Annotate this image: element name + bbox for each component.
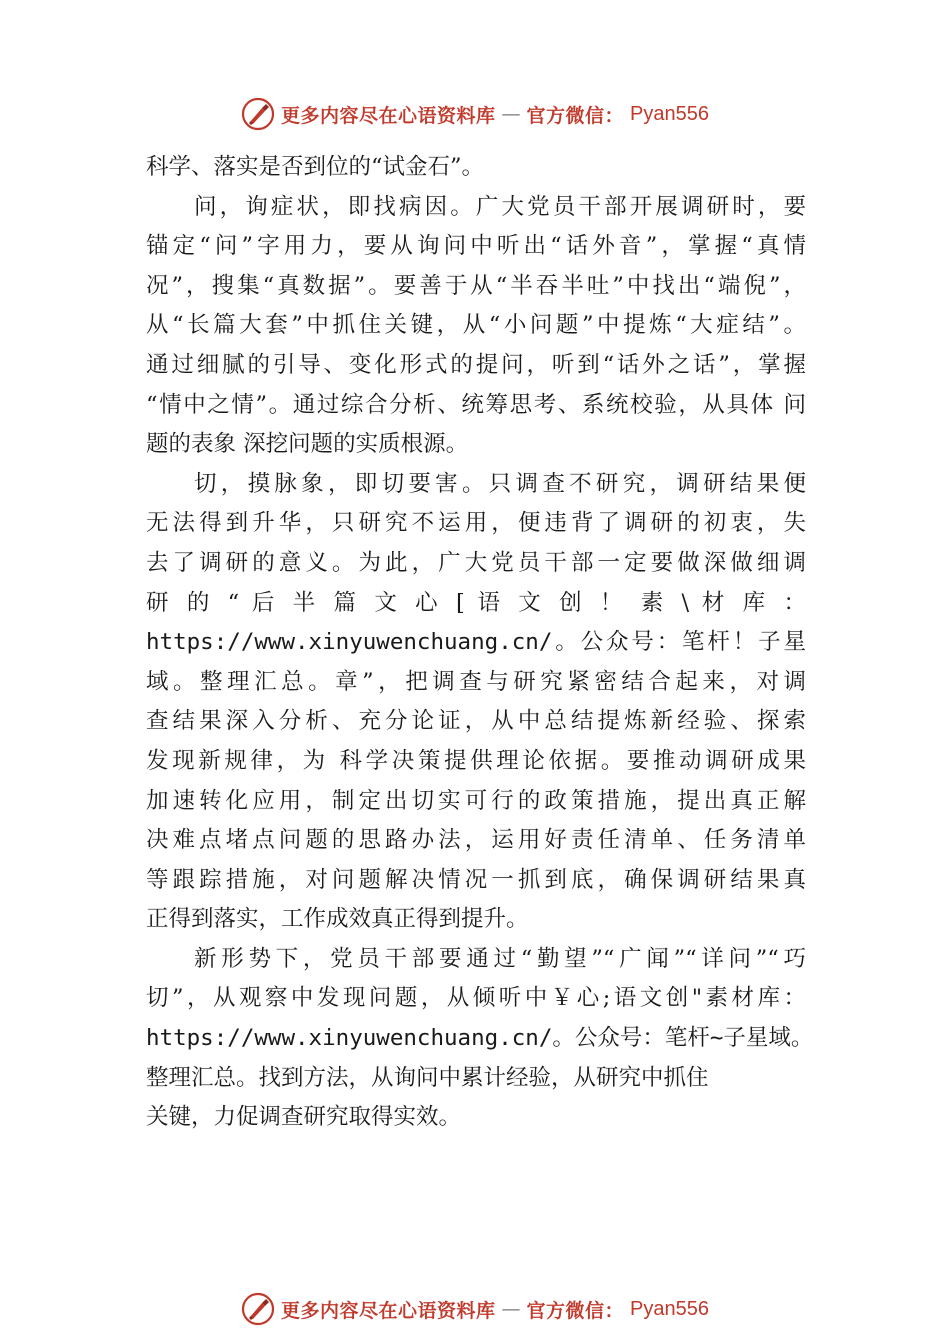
header-separator: — [501,103,521,125]
body-line-18: 决难点堵点问题的思路办法，运用好责任清单、任务清单 [146,827,806,854]
body-line-4: 况”，搜集“真数据”。要善于从“半吞半吐”中找出“端倪”， [146,272,806,299]
body-line-5: 从“长篇大套”中抓住关键，从“小问题”中提炼“大症结”。 [146,312,806,339]
body-line-16: 发现新规律，为 科学决策提供理论依据。要推动调研成果 [146,747,806,774]
body-line-13: https://www.xinyuwenchuang.cn/。公众号：笔杆！子星 [146,629,806,656]
footer-wechat-label: 官方微信： [526,1299,625,1322]
document-body [146,148,814,1138]
body-line-20: 正得到落实，工作成效真正得到提升。 [146,906,529,933]
pen-logo-icon [241,1292,275,1326]
header-wechat-id: Pyan556 [630,102,709,125]
header-banner [0,94,950,134]
header-wechat-label: 官方微信： [526,104,625,127]
body-line-15: 查结果深入分析、充分论证，从中总结提炼新经验、探索 [146,708,806,735]
pen-logo-icon [241,97,275,131]
body-line-6: 通过细腻的引导、变化形式的提问，听到“话外之话”，掌握 [146,351,806,378]
body-line-14: 域。整理汇总。章”，把调查与研究紧密结合起来，对调 [146,668,806,695]
body-line-22: 切”，从观察中发现问题，从倾听中￥心;语文创"素材库： [146,985,806,1012]
body-line-21: 新形势下，党员干部要通过“勤望”“广闻”“详问”“巧 [194,945,806,972]
body-line-9: 切，摸脉象，即切要害。只调查不研究，调研结果便 [194,470,806,497]
footer-banner [0,1289,950,1329]
body-line-23: https://www.xinyuwenchuang.cn/。公众号：笔杆~子星域。 [146,1025,814,1052]
body-line-3: 锚定“问”字用力，要从询问中听出“话外音”，掌握“真情 [146,233,806,260]
footer-banner-text: 更多内容尽在心语资料库 [281,1299,496,1322]
body-line-2: 问，询症状，即找病因。广大党员干部开展调研时，要 [194,193,806,220]
body-line-1: 科学、落实是否到位的“试金石”。 [146,154,485,180]
body-line-25: 关键，力促调查研究取得实效。 [146,1104,462,1131]
body-line-19: 等跟踪措施，对问题解决情况一抓到底，确保调研结果真 [146,866,806,893]
footer-separator: — [501,1298,521,1320]
body-line-12: 研 的 “ 后 半 篇 文 心 [ 语 文 创 ！ 素 \ 材 库 ： [146,589,806,616]
body-line-8: 题的表象 深挖问题的实质根源。 [146,431,469,458]
body-line-17: 加速转化应用，制定出切实可行的政策措施，提出真正解 [146,787,806,814]
header-banner-text: 更多内容尽在心语资料库 [281,104,496,127]
body-line-10: 无法得到升华，只研究不运用，便违背了调研的初衷，失 [146,510,806,537]
body-line-24: 整理汇总。找到方法，从询问中累计经验，从研究中抓住 [146,1064,709,1091]
body-line-7: “情中之情”。通过综合分析、统筹思考、系统校验，从具体 问 [146,391,806,418]
body-line-11: 去了调研的意义。为此，广大党员干部一定要做深做细调 [146,549,806,576]
footer-wechat-id: Pyan556 [630,1297,709,1320]
